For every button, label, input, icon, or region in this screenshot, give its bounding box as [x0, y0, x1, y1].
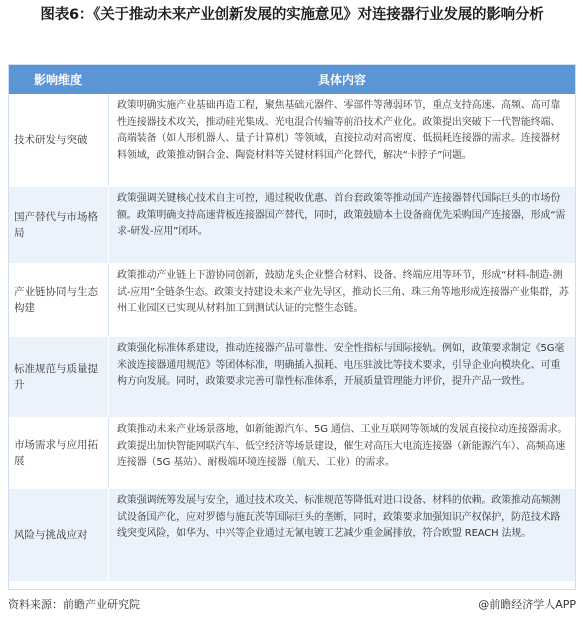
table-row [8, 94, 576, 187]
table-row [8, 337, 576, 418]
table-row [8, 418, 576, 489]
source-note: 资料来源：前瞻产业研究院 [8, 598, 140, 611]
row-dimension: 市场需求与应用拓展 [8, 418, 108, 488]
row-content: 政策强调关键核心技术自主可控，通过税收优惠、首台套政策等推动国产连接器替代国际巨头的市场份额。政策明确支持高速背板连接器国产替代，同时，政策鼓励本土设备商优先采购国产连接器，形成“需求-研发-应用”闭环。 [108, 187, 576, 263]
table-row [8, 489, 576, 582]
row-content: 政策明确实施产业基础再造工程，聚焦基础元器件、零部件等薄弱环节，重点支持高速、高频、高可靠性连接器技术攻关，推动硅光集成、光电混合传输等前沿技术产业化。政策提出突破下一代智能终端、高端装备（如人形机器人、量子计算机）等领域，直接拉动对高密度、低损耗连接器的需求。连接器材料领域，政策推动铜合金、陶瓷材料等关键材料国产化替代，解决“卡脖子”问题。 [108, 94, 576, 186]
row-dimension: 技术研发与突破 [8, 94, 108, 186]
header-dimension: 影响维度 [33, 72, 82, 87]
row-content: 政策强调统筹发展与安全，通过技术攻关、标准规范等降低对进口设备、材料的依赖。政策推动高频测试设备国产化，应对罗德与施瓦茨等国际巨头的垄断，同时，政策要求加强知识产权保护，防范技术路线突变风险，如华为、中兴等企业通过无氰电镀工艺减少重金属排放，符合欧盟 REACH 法规。 [108, 489, 576, 581]
row-dimension: 风险与挑战应对 [8, 489, 108, 581]
table-row [8, 187, 576, 264]
table-row [8, 264, 576, 337]
row-dimension: 国产替代与市场格局 [8, 187, 108, 263]
brand-credit [478, 596, 576, 612]
table-header [8, 64, 576, 94]
policy-impact-table [8, 64, 576, 582]
page-title: 图表6：《关于推动未来产业创新发展的实施意见》对连接器行业发展的影响分析 [40, 7, 544, 23]
brand-text: @前瞻经济学人APP [478, 598, 576, 611]
row-content: 政策推动未来产业场景落地，如新能源汽车、5G 通信、工业互联网等领域的发展直接拉动连接器需求。政策提出加快智能网联汽车、低空经济等场景建设，催生对高压大电流连接器（新能源汽车）、高频高速连接器（5G 基站）、耐极端环境连接器（航天、工业）的需求。 [108, 418, 576, 488]
row-content: 政策推动产业链上下游协同创新，鼓励龙头企业整合材料、设备、终端应用等环节，形成“材料-制造-测试-应用”全链条生态。政策支持建设未来产业先导区，推动长三角、珠三角等地形成连接器产业集群，苏州工业园区已实现从材料加工到测试认证的完整生态链。 [108, 264, 576, 336]
footer [8, 596, 576, 612]
row-dimension: 产业链协同与生态构建 [8, 264, 108, 336]
row-content: 政策强化标准体系建设，推动连接器产品可靠性、安全性指标与国际接轨。例如，政策要求制定《5G毫米波连接器通用规范》等团体标准，明确插入损耗、电压驻波比等技术要求，引导企业向模块化、可重构方向发展。同时，政策要求完善可靠性标准体系，开展质量管理能力评价，提升产品一致性。 [108, 337, 576, 417]
row-dimension: 标准规范与质量提升 [8, 337, 108, 417]
header-content: 具体内容 [317, 72, 366, 87]
